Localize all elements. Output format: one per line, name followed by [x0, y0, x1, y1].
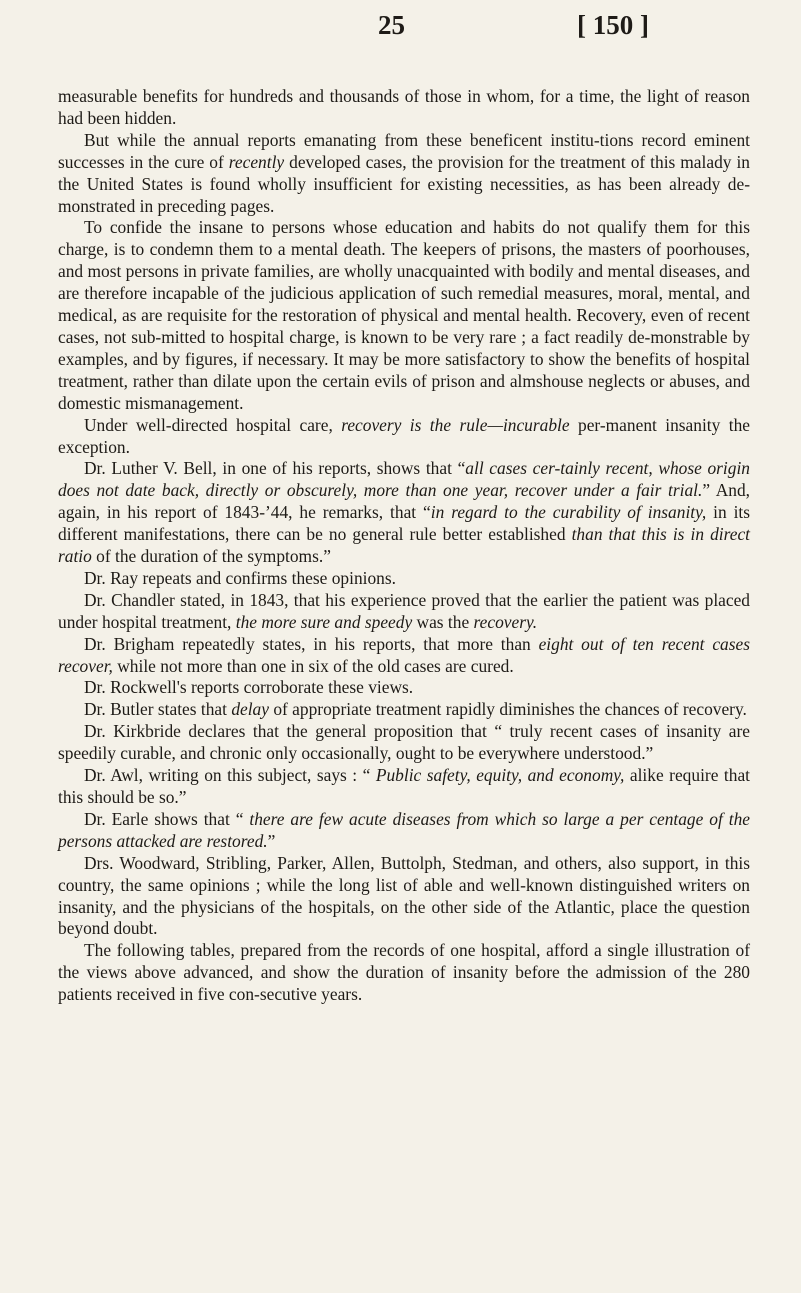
paragraph — [58, 130, 750, 218]
emphasis: there are few acute diseases from which so large a per centage of the persons attacked are restored. — [58, 808, 750, 851]
text-run: Under well-directed hospital care, — [84, 414, 342, 435]
text-run: while not more than one in six of the old cases are cured. — [112, 655, 514, 676]
emphasis: eight out of ten recent cases recover, — [58, 633, 751, 676]
text-run: alike require that this should be so.” — [58, 765, 750, 807]
paragraph — [58, 590, 750, 634]
emphasis: recently — [228, 151, 285, 172]
paragraph — [58, 699, 750, 721]
text-run: Dr. Luther V. Bell, in one of his reports, shows that “ — [84, 458, 466, 479]
emphasis: in regard to the curability of insanity, — [430, 502, 707, 523]
emphasis: Public safety, equity, and economy, — [375, 765, 625, 786]
body-text — [58, 86, 750, 1006]
page-number: 25 — [378, 10, 405, 40]
text-run: Dr. Awl, writing on this subject, says : “ — [84, 765, 376, 786]
paragraph — [58, 458, 750, 568]
document-number: [ 150 ] — [577, 10, 649, 40]
paragraph: Dr. Ray repeats and confirms these opinions. — [84, 567, 396, 588]
text-run: Dr. Brigham repeatedly states, in his reports, that more than — [84, 633, 539, 654]
text-run: But while the annual reports emanating from these beneficent institu-tions record eminent successes in the cure of — [58, 129, 750, 172]
paragraph — [58, 415, 750, 459]
text-run: Dr. Butler states that — [84, 699, 232, 720]
paragraph: To confide the insane to persons whose education and habits do not qualify them for this charge, is to condemn them to a mental death. The keepers of prisons, the masters of poorhouses, and most persons in private families, are wholly unacquainted with bodily and mental diseases, and are therefore incapable of the judicious application of such remedial measures, moral, mental, and medical, as are requisite for the restoration of physical and mental health. Recovery, even of recent cases, not sub-mitted to hospital charge, is known to be very rare ; a fact readily de-monstrable by examples, and by figures, if necessary. It may be more satisfactory to show the benefits of hospital treatment, rather than dilate upon the certain evils of prison and almshouse neglects or abuses, and domestic mismanagement. — [58, 217, 750, 413]
paragraph: Dr. Kirkbride declares that the general proposition that “ truly recent cases of insanity are speedily curable, and chronic only occasionally, ought to be everywhere understood.” — [58, 721, 750, 764]
text-run: in its different manifestations, there can be no general rule better established — [58, 502, 751, 545]
text-run: Dr. Chandler stated, in 1843, that his experience proved that the earlier the patient was placed under hospital treatment, — [58, 589, 750, 632]
paragraph: Drs. Woodward, Stribling, Parker, Allen, Buttolph, Stedman, and others, also support, in this country, the same opinions ; while the long list of able and well-known distinguished writers on insanity, and the physicians of the hospitals, on the other side of the Atlantic, place the question beyond doubt. — [58, 852, 750, 939]
text-run: of the duration of the symptoms.” — [91, 546, 331, 567]
paragraph — [58, 634, 750, 678]
emphasis: the more sure and speedy — [235, 611, 413, 632]
paragraph — [58, 809, 750, 853]
paragraph — [58, 765, 750, 809]
text-run: Dr. Earle shows that “ — [84, 808, 250, 829]
text-run: developed cases, the provision for the treatment of this malady in the United States is found wholly insufficient for existing necessities, as has been already de-monstrated in preceding pages. — [58, 151, 750, 216]
paragraph: measurable benefits for hundreds and thousands of those in whom, for a time, the light of reason had been hidden. — [58, 86, 750, 128]
text-run: ” — [267, 830, 276, 851]
text-run: ” And, again, in his report of 1843-’44, he remarks, that “ — [58, 480, 750, 523]
page-header — [0, 10, 801, 50]
text-run: per-manent insanity the exception. — [58, 414, 750, 457]
paragraph: Dr. Rockwell's reports corroborate these views. — [84, 677, 414, 698]
paragraph: The following tables, prepared from the records of one hospital, afford a single illustration of the views above advanced, and show the duration of insanity before the admission of the 280 patients received in five con-secutive years. — [58, 940, 750, 1005]
text-run: of appropriate treatment rapidly diminishes the chances of recovery. — [268, 699, 747, 720]
emphasis: all cases cer-tainly recent, whose origin does not date back, directly or obscurely, more than one year, recover under a fair trial. — [58, 458, 750, 501]
emphasis: recovery is the rule—incurable — [341, 414, 570, 435]
emphasis: delay — [231, 699, 269, 720]
emphasis: recovery. — [473, 611, 538, 632]
emphasis: than that this is in direct ratio — [58, 524, 750, 567]
text-run: was the — [412, 611, 474, 632]
